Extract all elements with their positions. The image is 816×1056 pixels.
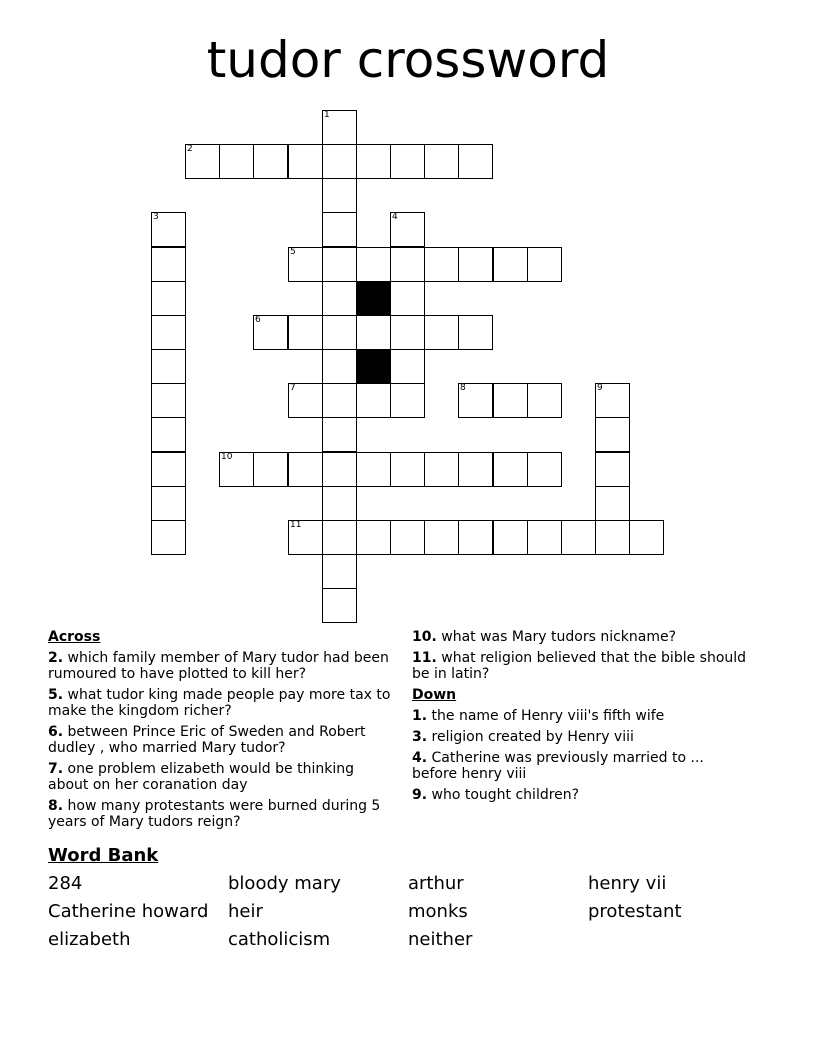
word-bank-item: protestant	[588, 901, 682, 922]
grid-cell[interactable]	[356, 144, 391, 179]
grid-cell[interactable]	[151, 315, 186, 350]
clue-across-8: 8. how many protestants were burned during 5 years of Mary tudors reign?	[48, 798, 381, 830]
grid-cell[interactable]	[322, 349, 357, 384]
grid-cell[interactable]	[288, 247, 323, 282]
grid-cell[interactable]	[288, 315, 323, 350]
grid-cell[interactable]	[424, 315, 459, 350]
grid-cell[interactable]	[595, 520, 630, 555]
grid-cell[interactable]	[151, 349, 186, 384]
down-heading: Down	[412, 687, 457, 703]
grid-cell[interactable]	[322, 144, 357, 179]
grid-cell[interactable]	[390, 315, 425, 350]
grid-cell[interactable]	[322, 178, 357, 213]
clue-across-5: 5. what tudor king made people pay more tax to make the kingdom richer?	[48, 687, 391, 719]
clue-down-3: 3. religion created by Henry viii	[412, 729, 634, 745]
grid-cell-blocked	[356, 349, 391, 384]
clue-down-1: 1. the name of Henry viii's fifth wife	[412, 708, 665, 724]
grid-cell[interactable]	[493, 452, 528, 487]
grid-cell[interactable]	[356, 383, 391, 418]
clue-number: 1	[324, 110, 330, 120]
grid-cell[interactable]	[390, 144, 425, 179]
grid-cell[interactable]	[424, 452, 459, 487]
grid-cell[interactable]	[527, 452, 562, 487]
grid-cell[interactable]	[151, 520, 186, 555]
clue-number: 4	[392, 212, 398, 222]
grid-cell[interactable]	[253, 452, 288, 487]
grid-cell[interactable]	[322, 315, 357, 350]
clue-across-7: 7. one problem elizabeth would be thinking about on her coranation day	[48, 761, 354, 793]
word-bank-item: Catherine howard	[48, 901, 209, 922]
grid-cell[interactable]	[151, 486, 186, 521]
grid-cell[interactable]	[493, 247, 528, 282]
grid-cell[interactable]	[390, 212, 425, 247]
grid-cell[interactable]	[151, 247, 186, 282]
grid-cell-blocked	[356, 281, 391, 316]
grid-cell[interactable]	[390, 520, 425, 555]
grid-cell[interactable]	[322, 417, 357, 452]
grid-cell[interactable]	[356, 315, 391, 350]
grid-cell[interactable]	[458, 520, 493, 555]
word-bank-item: catholicism	[228, 929, 331, 950]
grid-cell[interactable]	[253, 144, 288, 179]
word-bank-item: heir	[228, 901, 263, 922]
grid-cell[interactable]	[424, 247, 459, 282]
grid-cell[interactable]	[493, 520, 528, 555]
grid-cell[interactable]	[527, 520, 562, 555]
grid-cell[interactable]	[322, 281, 357, 316]
grid-cell[interactable]	[390, 452, 425, 487]
grid-cell[interactable]	[151, 281, 186, 316]
clue-number: 8	[460, 383, 466, 393]
grid-cell[interactable]	[322, 452, 357, 487]
clue-number: 5	[290, 247, 296, 257]
clues-right-column	[412, 629, 752, 808]
grid-cell[interactable]	[151, 212, 186, 247]
word-bank-item: arthur	[408, 873, 464, 894]
grid-cell[interactable]	[458, 383, 493, 418]
grid-cell[interactable]	[458, 247, 493, 282]
grid-cell[interactable]	[390, 247, 425, 282]
grid-cell[interactable]	[424, 520, 459, 555]
word-bank-item: neither	[408, 929, 473, 950]
word-bank-item: bloody mary	[228, 873, 341, 894]
grid-cell[interactable]	[322, 554, 357, 589]
clue-number: 11	[290, 520, 302, 530]
clue-number: 7	[290, 383, 296, 393]
grid-cell[interactable]	[527, 247, 562, 282]
word-bank	[48, 873, 768, 951]
grid-cell[interactable]	[356, 452, 391, 487]
grid-cell[interactable]	[390, 281, 425, 316]
word-bank-item: henry vii	[588, 873, 667, 894]
grid-cell[interactable]	[322, 212, 357, 247]
grid-cell[interactable]	[151, 417, 186, 452]
clue-across-10: 10. what was Mary tudors nickname?	[412, 629, 677, 645]
grid-cell[interactable]	[288, 144, 323, 179]
clue-number: 3	[153, 212, 159, 222]
grid-cell[interactable]	[527, 383, 562, 418]
grid-cell[interactable]	[288, 452, 323, 487]
grid-cell[interactable]	[219, 452, 254, 487]
grid-cell[interactable]	[595, 452, 630, 487]
clue-across-2: 2. which family member of Mary tudor had been rumoured to have plotted to kill her?	[48, 650, 389, 682]
grid-cell[interactable]	[493, 383, 528, 418]
grid-cell[interactable]	[629, 520, 664, 555]
grid-cell[interactable]	[356, 247, 391, 282]
grid-cell[interactable]	[151, 383, 186, 418]
grid-cell[interactable]	[595, 486, 630, 521]
grid-cell[interactable]	[322, 588, 357, 623]
word-bank-item: 284	[48, 873, 83, 894]
clue-across-11: 11. what religion believed that the bible should be in latin?	[412, 650, 747, 682]
grid-cell[interactable]	[458, 144, 493, 179]
grid-cell[interactable]	[390, 383, 425, 418]
grid-cell[interactable]	[390, 349, 425, 384]
clues-left-column	[48, 629, 398, 835]
word-bank-title: Word Bank	[48, 845, 159, 866]
word-bank-item: monks	[408, 901, 468, 922]
clue-down-4: 4. Catherine was previously married to ... before henry viii	[412, 750, 704, 782]
grid-cell[interactable]	[322, 110, 357, 145]
word-bank-item: elizabeth	[48, 929, 131, 950]
grid-cell[interactable]	[561, 520, 596, 555]
clue-across-6: 6. between Prince Eric of Sweden and Robert dudley , who married Mary tudor?	[48, 724, 366, 756]
grid-cell[interactable]	[151, 452, 186, 487]
grid-cell[interactable]	[458, 452, 493, 487]
grid-cell[interactable]	[288, 383, 323, 418]
grid-cell[interactable]	[458, 315, 493, 350]
clue-number: 6	[255, 315, 261, 325]
grid-cell[interactable]	[322, 520, 357, 555]
grid-cell[interactable]	[288, 520, 323, 555]
grid-cell[interactable]	[356, 520, 391, 555]
grid-cell[interactable]	[322, 486, 357, 521]
grid-cell[interactable]	[595, 417, 630, 452]
grid-cell[interactable]	[322, 383, 357, 418]
grid-cell[interactable]	[253, 315, 288, 350]
clue-number: 9	[597, 383, 603, 393]
grid-cell[interactable]	[595, 383, 630, 418]
grid-cell[interactable]	[322, 247, 357, 282]
across-heading: Across	[48, 629, 101, 645]
grid-cell[interactable]	[219, 144, 254, 179]
grid-cell[interactable]	[185, 144, 220, 179]
page-title: tudor crossword	[206, 31, 610, 89]
grid-cell[interactable]	[424, 144, 459, 179]
clue-number: 2	[187, 144, 193, 154]
clue-down-9: 9. who tought children?	[412, 787, 580, 803]
clue-number: 10	[221, 452, 233, 462]
